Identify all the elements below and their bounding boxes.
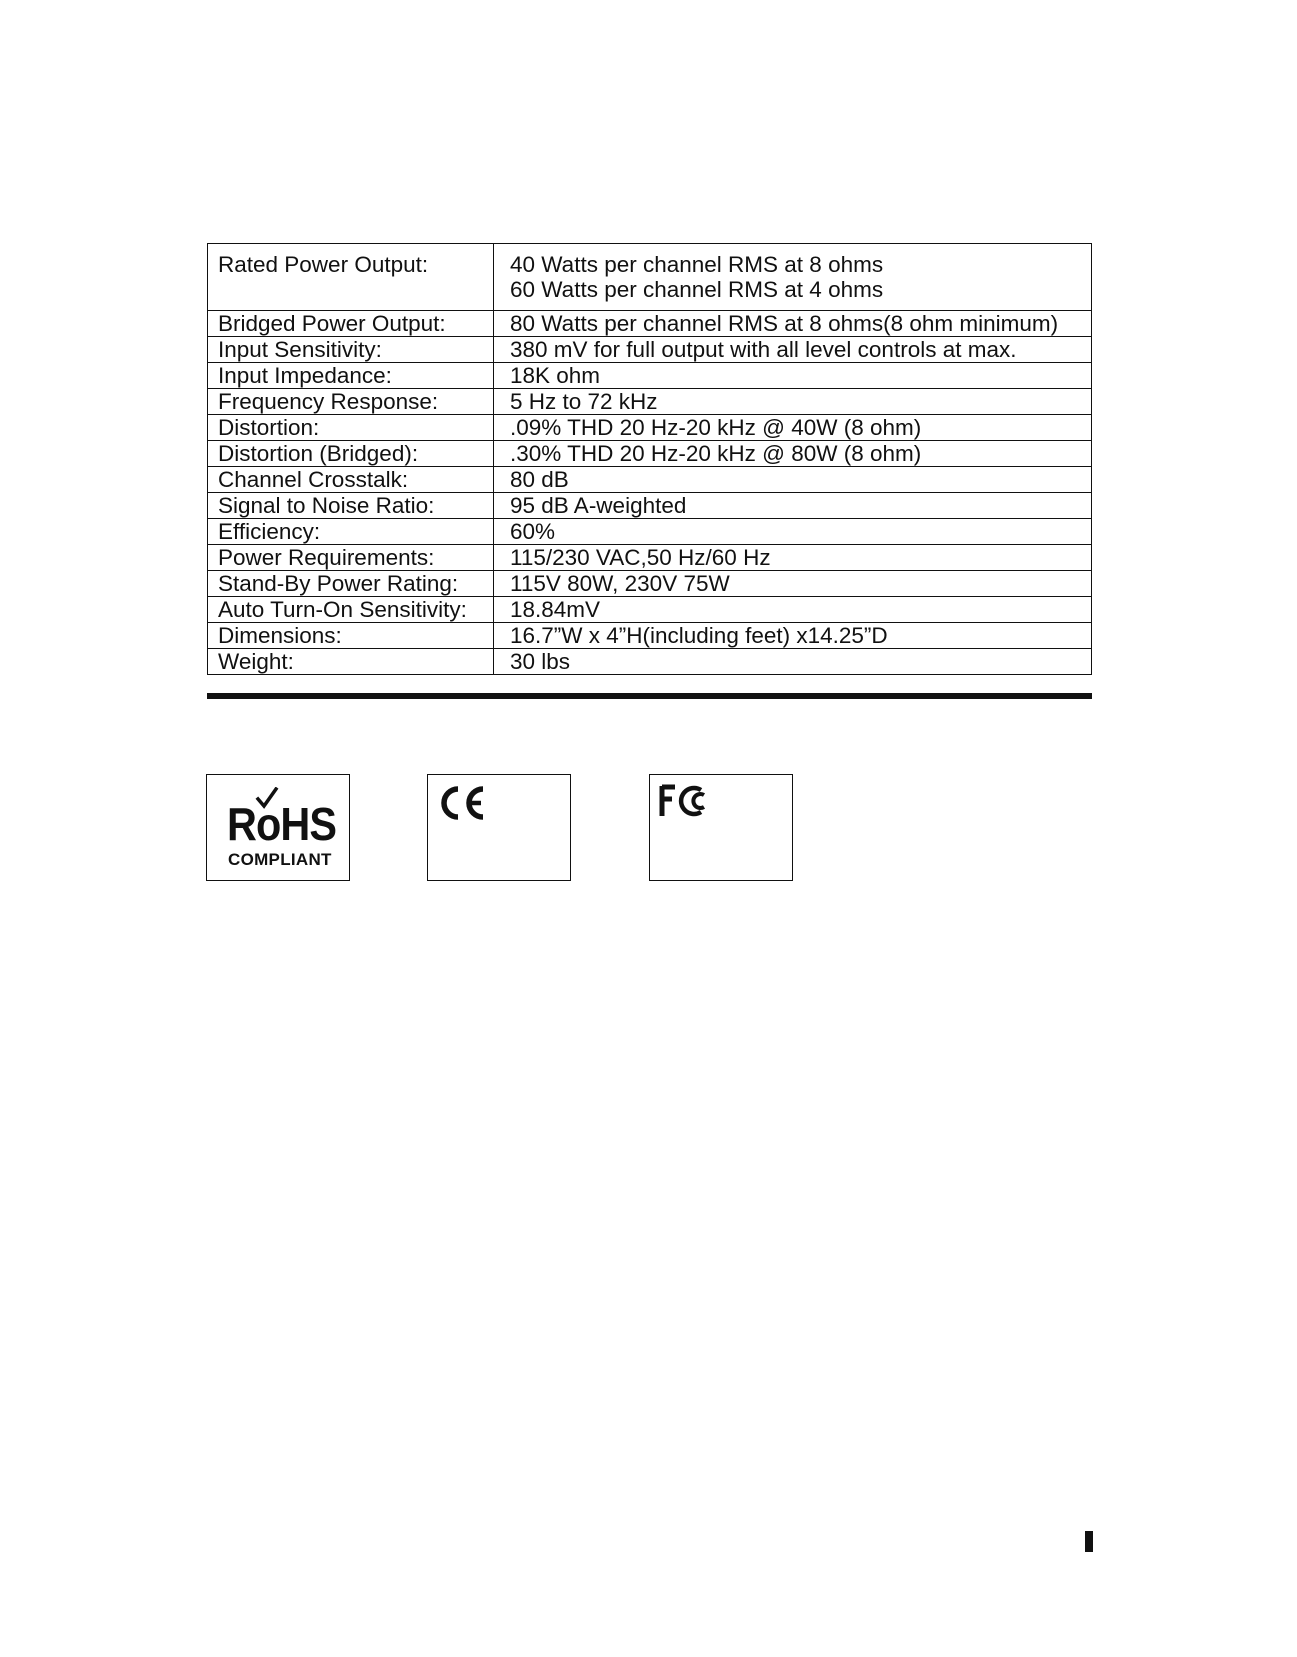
spec-value: [494, 415, 1092, 441]
spec-value: [494, 363, 1092, 389]
section-divider: [207, 693, 1092, 699]
spec-value-line: 5 Hz to 72 kHz: [510, 389, 658, 414]
spec-value: [494, 467, 1092, 493]
rohs-logo: [225, 787, 335, 867]
spec-label: Frequency Response:: [208, 389, 494, 415]
spec-value-line: 18K ohm: [510, 363, 601, 388]
spec-value-line: 16.7”W x 4”H(including feet) x14.25”D: [510, 623, 888, 648]
spec-label: Weight:: [208, 649, 494, 675]
spec-value-line: 18.84mV: [510, 597, 601, 622]
spec-label: Channel Crosstalk:: [208, 467, 494, 493]
spec-label: Power Requirements:: [208, 545, 494, 571]
fcc-mark-icon: [659, 784, 709, 818]
spec-value-line: 380 mV for full output with all level controls at max.: [510, 337, 1017, 362]
spec-label: Input Impedance:: [208, 363, 494, 389]
spec-value-line: 60 Watts per channel RMS at 4 ohms: [510, 277, 884, 302]
spec-row: [208, 571, 1092, 597]
spec-value: [494, 545, 1092, 571]
spec-value: [494, 623, 1092, 649]
spec-value: [494, 311, 1092, 337]
spec-row: [208, 415, 1092, 441]
spec-label: Auto Turn-On Sensitivity:: [208, 597, 494, 623]
spec-label: Distortion (Bridged):: [208, 441, 494, 467]
spec-row: [208, 545, 1092, 571]
spec-value-line: 30 lbs: [510, 649, 571, 674]
spec-value: [494, 244, 1092, 311]
spec-row: [208, 597, 1092, 623]
spec-label: Input Sensitivity:: [208, 337, 494, 363]
spec-value-line: .09% THD 20 Hz-20 kHz @ 40W (8 ohm): [510, 415, 922, 440]
spec-value-line: 60%: [510, 519, 556, 544]
rohs-compliant-caption: COMPLIANT: [228, 850, 332, 869]
spec-value: [494, 597, 1092, 623]
page-marker: [1085, 1531, 1093, 1552]
spec-label: Signal to Noise Ratio:: [208, 493, 494, 519]
spec-value-line: 80 Watts per channel RMS at 8 ohms(8 ohm minimum): [510, 311, 1059, 336]
spec-value-line: 115V 80W, 230V 75W: [510, 571, 730, 596]
spec-label: Stand-By Power Rating:: [208, 571, 494, 597]
spec-value: [494, 441, 1092, 467]
spec-row: [208, 467, 1092, 493]
rohs-wordmark: RoHS: [227, 798, 337, 850]
spec-label: Rated Power Output:: [208, 244, 494, 311]
spec-row: [208, 337, 1092, 363]
spec-value: [494, 337, 1092, 363]
spec-value-line: .30% THD 20 Hz-20 kHz @ 80W (8 ohm): [510, 441, 922, 466]
spec-row: [208, 244, 1092, 311]
spec-value: [494, 649, 1092, 675]
spec-row: [208, 519, 1092, 545]
spec-value: [494, 389, 1092, 415]
specifications-table: [207, 243, 1092, 675]
spec-row: [208, 493, 1092, 519]
spec-value: [494, 493, 1092, 519]
fcc-certification-box: [649, 774, 793, 881]
ce-certification-box: [427, 774, 571, 881]
rohs-certification-box: [206, 774, 350, 881]
spec-value-line: 80 dB: [510, 467, 569, 492]
spec-label: Efficiency:: [208, 519, 494, 545]
ce-mark-icon: [437, 784, 485, 822]
spec-value-line: 115/230 VAC,50 Hz/60 Hz: [510, 545, 771, 570]
spec-label: Distortion:: [208, 415, 494, 441]
spec-row: [208, 441, 1092, 467]
spec-row: [208, 649, 1092, 675]
specifications-table-body: [208, 244, 1092, 675]
spec-value: [494, 571, 1092, 597]
spec-row: [208, 363, 1092, 389]
spec-value-line: 95 dB A-weighted: [510, 493, 687, 518]
spec-value-line: 40 Watts per channel RMS at 8 ohms: [510, 252, 884, 277]
spec-value: [494, 519, 1092, 545]
spec-row: [208, 311, 1092, 337]
spec-label: Dimensions:: [208, 623, 494, 649]
spec-row: [208, 389, 1092, 415]
spec-label: Bridged Power Output:: [208, 311, 494, 337]
spec-row: [208, 623, 1092, 649]
